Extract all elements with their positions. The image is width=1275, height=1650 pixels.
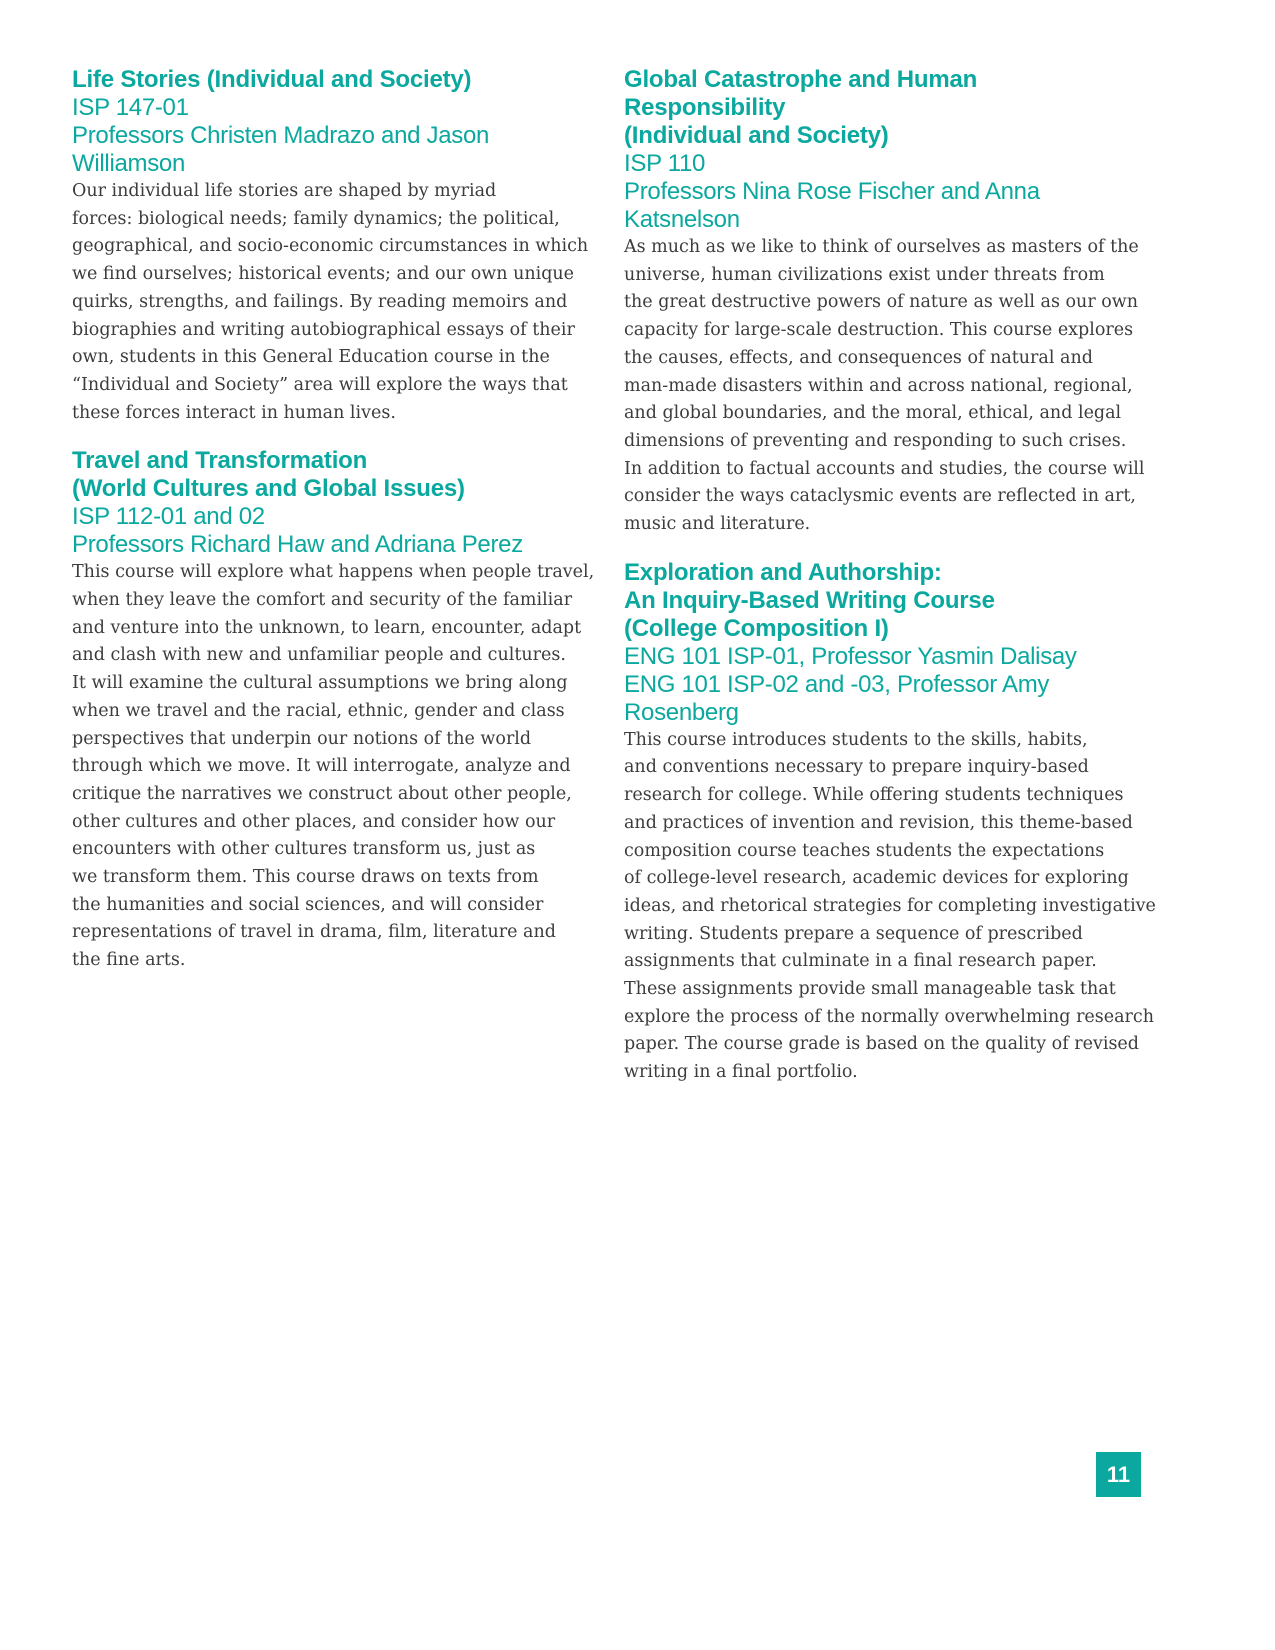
meta-line: ISP 147-01	[72, 94, 189, 121]
desc-line: the fine arts.	[72, 950, 186, 971]
desc-line: and venture into the unknown, to learn, encounter, adapt	[72, 617, 582, 638]
desc-line: These assignments provide small manageable task that	[624, 979, 1116, 1000]
desc-line: perspectives that underpin our notions of the world	[72, 728, 532, 749]
desc-line: the causes, effects, and consequences of natural and	[624, 347, 1093, 368]
desc-line: explore the process of the normally overwhelming research	[624, 1006, 1154, 1027]
course-title	[72, 66, 592, 94]
desc-line: of college-level research, academic devices for exploring	[624, 868, 1129, 889]
title-line: Life Stories (Individual and Society)	[72, 66, 472, 93]
title-line: (Individual and Society)	[624, 122, 889, 149]
course-meta	[624, 643, 1144, 727]
desc-line: biographies and writing autobiographical essays of their	[72, 319, 575, 340]
title-line: Travel and Transformation	[72, 447, 368, 475]
course-life-stories	[72, 66, 592, 427]
right-column	[624, 66, 1156, 1107]
desc-line: consider the ways cataclysmic events are reflected in art,	[624, 486, 1136, 507]
desc-line: “Individual and Society” area will explore the ways that	[72, 374, 568, 395]
course-title	[72, 447, 592, 503]
course-meta	[72, 503, 592, 559]
desc-line: we transform them. This course draws on texts from	[72, 867, 539, 888]
desc-line: and practices of invention and revision, this theme-based	[624, 812, 1133, 833]
desc-line: universe, human civilizations exist under threats from	[624, 264, 1105, 285]
desc-line: dimensions of preventing and responding to such crises.	[624, 430, 1127, 451]
desc-line: music and literature.	[624, 514, 811, 535]
desc-line: encounters with other cultures transform us, just as	[72, 839, 536, 860]
desc-line: and global boundaries, and the moral, ethical, and legal	[624, 403, 1122, 424]
course-meta	[624, 150, 1144, 234]
desc-line: other cultures and other places, and consider how our	[72, 811, 556, 832]
page-number: 11	[1096, 1452, 1141, 1497]
meta-line: Professors Nina Rose Fischer and Anna Katsnelson	[624, 178, 1040, 233]
desc-line: the great destructive powers of nature as well as our own	[624, 292, 1139, 313]
desc-line: This course will explore what happens when people travel,	[72, 562, 595, 583]
course-exploration-authorship	[624, 558, 1156, 1087]
meta-line: ISP 112-01 and 02	[72, 503, 265, 531]
course-description	[72, 178, 592, 427]
title-line: Exploration and Authorship:	[624, 558, 942, 586]
desc-line: Our individual life stories are shaped by myriad	[72, 181, 497, 201]
desc-line: when they leave the comfort and security of the familiar	[72, 590, 573, 611]
meta-line: ISP 110	[624, 150, 706, 177]
desc-line: This course introduces students to the skills, habits,	[624, 729, 1088, 750]
desc-line: the humanities and social sciences, and will consider	[72, 894, 544, 915]
desc-line: writing. Students prepare a sequence of prescribed	[624, 923, 1083, 944]
desc-line: own, students in this General Education course in the	[72, 347, 550, 368]
desc-line: In addition to factual accounts and studies, the course will	[624, 458, 1145, 479]
meta-line: Professors Christen Madrazo and Jason Williamson	[72, 122, 490, 177]
desc-line: and clash with new and unfamiliar people and cultures.	[72, 645, 566, 666]
course-description	[72, 559, 595, 975]
meta-line: ENG 101 ISP-01, Professor Yasmin Dalisay	[624, 642, 1077, 670]
title-line: (World Cultures and Global Issues)	[72, 475, 465, 503]
meta-line: Professors Richard Haw and Adriana Perez	[72, 531, 523, 559]
course-travel-transformation	[72, 447, 595, 975]
desc-line: man-made disasters within and across national, regional,	[624, 375, 1133, 396]
course-title	[624, 66, 1144, 150]
left-column	[72, 66, 595, 995]
desc-line: forces: biological needs; family dynamics; the political,	[72, 208, 560, 229]
desc-line: ideas, and rhetorical strategies for completing investigative	[624, 895, 1156, 916]
course-title	[624, 559, 1144, 643]
desc-line: representations of travel in drama, film, literature and	[72, 922, 556, 943]
desc-line: research for college. While offering students techniques	[624, 785, 1124, 806]
desc-line: these forces interact in human lives.	[72, 402, 396, 423]
title-line: (College Composition I)	[624, 614, 889, 642]
desc-line: geographical, and socio-economic circumstances in which	[72, 236, 589, 257]
desc-line: composition course teaches students the expectations	[624, 840, 1105, 861]
desc-line: and conventions necessary to prepare inquiry-based	[624, 757, 1089, 778]
title-line: An Inquiry-Based Writing Course	[624, 586, 995, 614]
desc-line: we find ourselves; historical events; and our own unique	[72, 264, 575, 285]
desc-line: writing in a final portfolio.	[624, 1062, 858, 1083]
meta-line: ENG 101 ISP-02 and -03, Professor Amy Rosenberg	[624, 670, 1050, 726]
course-global-catastrophe	[624, 66, 1144, 539]
desc-line: when we travel and the racial, ethnic, gender and class	[72, 700, 565, 721]
desc-line: quirks, strengths, and failings. By reading memoirs and	[72, 291, 568, 312]
desc-line: paper. The course grade is based on the quality of revised	[624, 1034, 1139, 1055]
course-description	[624, 234, 1144, 539]
desc-line: It will examine the cultural assumptions we bring along	[72, 673, 568, 694]
title-line: Global Catastrophe and Human Responsibility	[624, 66, 978, 121]
desc-line: critique the narratives we construct about other people,	[72, 783, 572, 804]
desc-line: assignments that culminate in a final research paper.	[624, 951, 1097, 972]
desc-line: capacity for large-scale destruction. This course explores	[624, 320, 1134, 341]
course-meta	[72, 94, 592, 178]
course-description	[624, 727, 1156, 1087]
desc-line: As much as we like to think of ourselves as masters of the	[624, 237, 1139, 257]
desc-line: through which we move. It will interrogate, analyze and	[72, 756, 571, 777]
